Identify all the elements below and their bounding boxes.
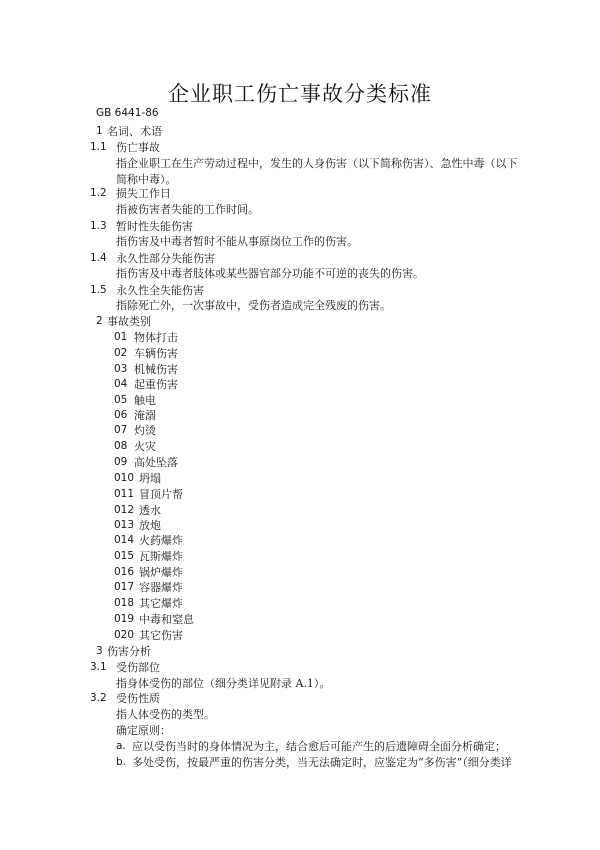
- section-3-1-number: 3.1: [90, 661, 107, 673]
- category-code: 014: [114, 534, 135, 546]
- category-code: 09: [114, 456, 128, 468]
- category-name: 其它爆炸: [139, 597, 183, 610]
- category-code: 018: [114, 597, 135, 609]
- principle-text: 多处受伤，按最严重的伤害分类，当无法确定时，应鉴定为“多伤害”（细分类详: [132, 756, 512, 769]
- category-name: 容器爆炸: [139, 581, 183, 594]
- section-1-4-body: 指伤害及中毒者肢体或某些器官部分功能不可逆的丧失的伤害。: [116, 267, 424, 280]
- section-1-5-heading: 永久性全失能伤害: [116, 284, 204, 297]
- category-code: 02: [114, 347, 128, 359]
- category-code: 01: [114, 331, 128, 343]
- category-name: 放炮: [139, 519, 161, 532]
- section-1-number: 1: [96, 125, 103, 137]
- category-code: 05: [114, 394, 128, 406]
- category-code: 011: [114, 488, 135, 500]
- category-name: 火灾: [134, 440, 156, 453]
- category-code: 016: [114, 566, 135, 578]
- section-2-heading: 事故类别: [107, 315, 151, 328]
- category-name: 冒顶片帮: [139, 488, 183, 501]
- section-1-3-number: 1.3: [90, 220, 107, 232]
- section-1-4-heading: 永久性部分失能伤害: [116, 252, 215, 265]
- category-code: 010: [114, 472, 135, 484]
- section-1-heading: 名词、术语: [107, 125, 162, 138]
- standard-code: GB 6441-86: [96, 107, 159, 119]
- section-1-1-heading: 伤亡事故: [116, 141, 160, 154]
- section-1-4-number: 1.4: [90, 252, 107, 264]
- principle-letter: b.: [116, 756, 127, 768]
- section-1-3-heading: 暂时性失能伤害: [116, 220, 193, 233]
- category-code: 08: [114, 440, 128, 452]
- category-code: 04: [114, 378, 128, 390]
- document-title: 企业职工伤亡事故分类标准: [168, 82, 432, 106]
- section-3-number: 3: [96, 645, 103, 657]
- category-name: 瓦斯爆炸: [139, 550, 183, 563]
- category-code: 07: [114, 424, 128, 436]
- section-3-2-body: 指人体受伤的类型。: [116, 708, 215, 721]
- category-name: 触电: [134, 394, 156, 407]
- category-name: 物体打击: [134, 331, 178, 344]
- category-name: 火药爆炸: [139, 534, 183, 547]
- section-1-3-body: 指伤害及中毒者暂时不能从事原岗位工作的伤害。: [116, 235, 358, 248]
- category-name: 灼烫: [134, 424, 156, 437]
- category-name: 坍塌: [139, 472, 161, 485]
- category-code: 03: [114, 363, 128, 375]
- section-1-2-number: 1.2: [90, 187, 107, 199]
- category-name: 机械伤害: [134, 363, 178, 376]
- category-code: 017: [114, 581, 135, 593]
- category-name: 其它伤害: [139, 629, 183, 642]
- category-name: 透水: [139, 504, 161, 517]
- category-code: 015: [114, 550, 135, 562]
- category-code: 012: [114, 504, 135, 516]
- category-name: 淹溺: [134, 409, 156, 422]
- principle-letter: a.: [116, 740, 126, 752]
- section-3-2-heading: 受伤性质: [116, 692, 160, 705]
- section-1-1-body: 指企业职工在生产劳动过程中，发生的人身伤害（以下简称伤害）、急性中毒（以下简称中毒）。: [116, 157, 518, 186]
- section-2-number: 2: [96, 315, 103, 327]
- section-1-5-number: 1.5: [90, 284, 107, 296]
- category-name: 起重伤害: [134, 378, 178, 391]
- section-1-2-heading: 损失工作日: [116, 187, 171, 200]
- section-3-1-body: 指身体受伤的部位（细分类详见附录 A.1）。: [116, 677, 331, 690]
- category-code: 020: [114, 629, 135, 641]
- section-1-2-body: 指被伤害者失能的工作时间。: [116, 203, 259, 216]
- category-code: 013: [114, 519, 135, 531]
- category-name: 高处坠落: [134, 456, 178, 469]
- principle-text: 应以受伤当时的身体情况为主，结合愈后可能产生的后遗障碍全面分析确定；: [132, 740, 506, 753]
- section-3-heading: 伤害分析: [107, 645, 151, 658]
- section-3-2-number: 3.2: [90, 692, 107, 704]
- category-name: 车辆伤害: [134, 347, 178, 360]
- category-name: 锅炉爆炸: [139, 566, 183, 579]
- category-code: 019: [114, 613, 135, 625]
- section-3-1-heading: 受伤部位: [116, 661, 160, 674]
- section-1-5-body: 指除死亡外，一次事故中，受伤者造成完全残废的伤害。: [116, 299, 391, 312]
- section-1-1-number: 1.1: [90, 141, 107, 153]
- category-code: 06: [114, 409, 128, 421]
- section-3-2-principle-label: 确定原则：: [116, 724, 171, 737]
- category-name: 中毒和窒息: [139, 613, 194, 626]
